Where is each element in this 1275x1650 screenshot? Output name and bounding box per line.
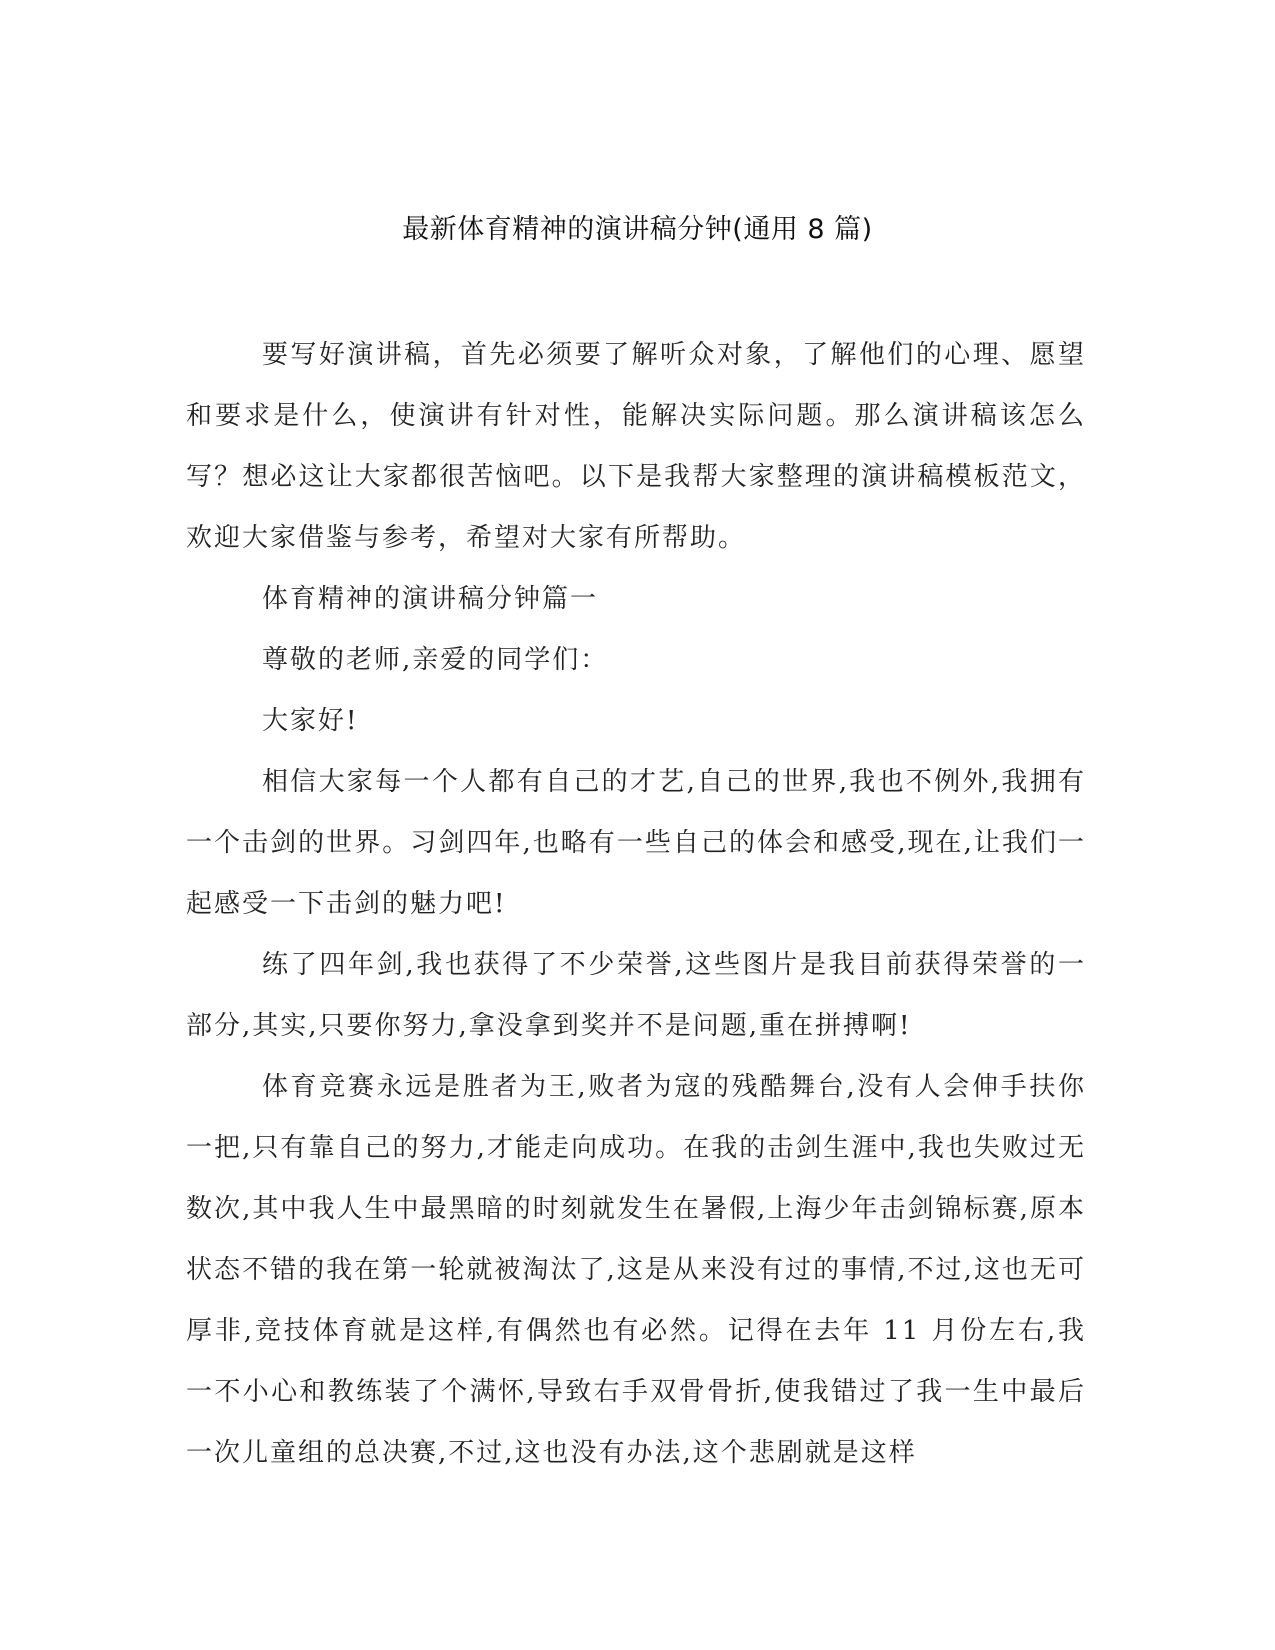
document-title: 最新体育精神的演讲稿分钟(通用 8 篇)	[402, 214, 873, 245]
body-paragraph: 相信大家每一个人都有自己的才艺,自己的世界,我也不例外,我拥有一个击剑的世界。习剑四年,也略有一些自己的体会和感受,现在,让我们一起感受一下击剑的魅力吧!	[186, 767, 1086, 919]
document-body	[186, 325, 1086, 1484]
section-heading: 体育精神的演讲稿分钟篇一	[262, 584, 599, 614]
greeting: 大家好!	[262, 706, 359, 736]
salutation: 尊敬的老师,亲爱的同学们：	[262, 645, 609, 675]
intro-paragraph: 要写好演讲稿，首先必须要了解听众对象，了解他们的心理、愿望和要求是什么，使演讲有针对性，能解决实际问题。那么演讲稿该怎么写？想必这让大家都很苦恼吧。以下是我帮大家整理的演讲稿模板范文，欢迎大家借鉴与参考，希望对大家有所帮助。	[186, 340, 1086, 553]
body-paragraph: 体育竞赛永远是胜者为王,败者为寇的残酷舞台,没有人会伸手扶你一把,只有靠自己的努力,才能走向成功。在我的击剑生涯中,我也失败过无数次,其中我人生中最黑暗的时刻就发生在暑假,上海少年击剑锦标赛,原本状态不错的我在第一轮就被淘汰了,这是从来没有过的事情,不过,这也无可厚非,竞技体育就是这样,有偶然也有必然。记得在去年 11 月份左右,我一不小心和教练装了个满怀,导致右手双骨骨折,使我错过了我一生中最后一次儿童组的总决赛,不过,这也没有办法,这个悲剧就是这样	[186, 1072, 1086, 1468]
body-paragraph: 练了四年剑,我也获得了不少荣誉,这些图片是我目前获得荣誉的一部分,其实,只要你努力,拿没拿到奖并不是问题,重在拼搏啊!	[186, 950, 1086, 1041]
